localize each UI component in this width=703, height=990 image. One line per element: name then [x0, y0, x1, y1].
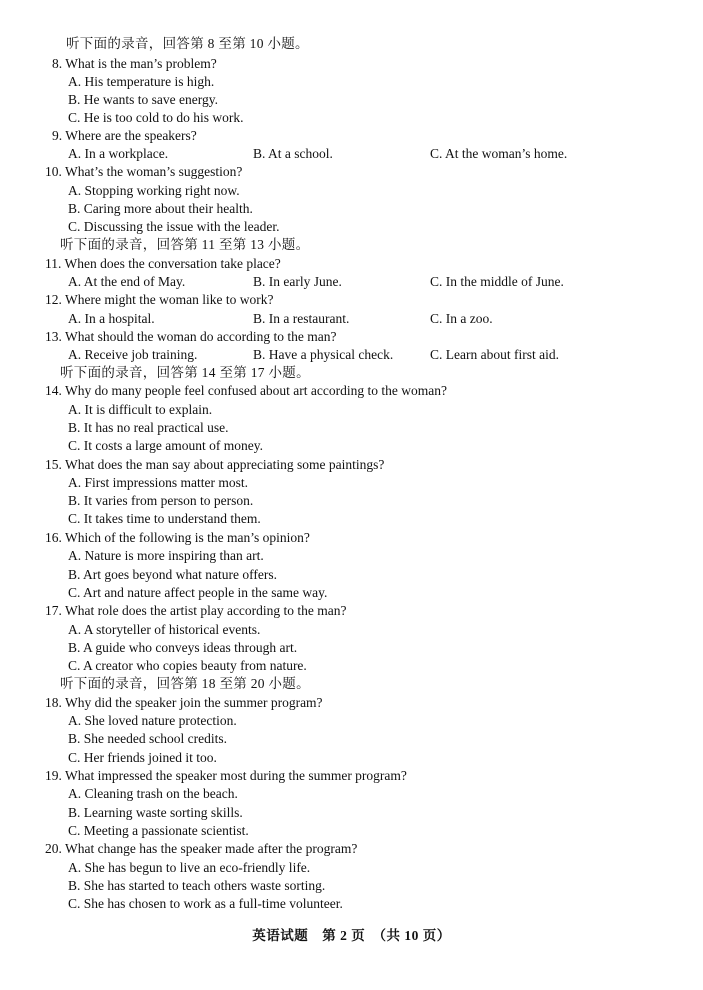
question-stem: 9. Where are the speakers? [52, 128, 197, 143]
option: C. It costs a large amount of money. [68, 438, 263, 453]
option: A. In a hospital. [68, 311, 155, 326]
option: B. It has no real practical use. [68, 420, 229, 435]
section-instruction: 听下面的录音，回答第 11 至第 13 小题。 [60, 237, 310, 252]
option: A. Receive job training. [68, 347, 198, 362]
option: A. It is difficult to explain. [68, 402, 213, 417]
option: C. A creator who copies beauty from nature. [68, 658, 307, 673]
option: B. Caring more about their health. [68, 201, 253, 216]
option: A. Nature is more inspiring than art. [68, 548, 264, 563]
option: A. Cleaning trash on the beach. [68, 786, 238, 801]
option: A. His temperature is high. [68, 74, 215, 89]
page-footer: 英语试题 第 2 页 （共 10 页） [252, 928, 451, 943]
option: B. Have a physical check. [253, 347, 394, 362]
question-stem: 19. What impressed the speaker most during the summer program? [45, 768, 407, 783]
option: A. A storyteller of historical events. [68, 622, 261, 637]
option: C. Art and nature affect people in the same way. [68, 585, 328, 600]
option: C. Her friends joined it too. [68, 750, 217, 765]
question-stem: 17. What role does the artist play according to the man? [45, 603, 347, 618]
option: C. In the middle of June. [430, 274, 564, 289]
option: B. He wants to save energy. [68, 92, 218, 107]
option: B. It varies from person to person. [68, 493, 254, 508]
option: C. Learn about first aid. [430, 347, 559, 362]
option: A. Stopping working right now. [68, 183, 240, 198]
option: C. Meeting a passionate scientist. [68, 823, 249, 838]
option: B. At a school. [253, 146, 333, 161]
question-stem: 15. What does the man say about appreciating some paintings? [45, 457, 385, 472]
question-stem: 8. What is the man’s problem? [52, 56, 217, 71]
option: A. At the end of May. [68, 274, 186, 289]
option: B. Art goes beyond what nature offers. [68, 567, 277, 582]
question-stem: 14. Why do many people feel confused about art according to the woman? [45, 383, 447, 398]
option: C. Discussing the issue with the leader. [68, 219, 280, 234]
option: B. A guide who conveys ideas through art. [68, 640, 298, 655]
question-stem: 18. Why did the speaker join the summer program? [45, 695, 323, 710]
question-stem: 12. Where might the woman like to work? [45, 292, 274, 307]
question-stem: 16. Which of the following is the man’s opinion? [45, 530, 310, 545]
section-instruction: 听下面的录音，回答第 8 至第 10 小题。 [66, 36, 309, 51]
option: C. It takes time to understand them. [68, 511, 261, 526]
question-stem: 13. What should the woman do according to the man? [45, 329, 337, 344]
question-stem: 20. What change has the speaker made after the program? [45, 841, 358, 856]
option: C. At the woman’s home. [430, 146, 568, 161]
option: A. First impressions matter most. [68, 475, 248, 490]
question-stem: 10. What’s the woman’s suggestion? [45, 164, 243, 179]
option: C. She has chosen to work as a full-time volunteer. [68, 896, 343, 911]
option: B. She needed school credits. [68, 731, 227, 746]
question-stem: 11. When does the conversation take place? [45, 256, 281, 271]
section-instruction: 听下面的录音，回答第 18 至第 20 小题。 [60, 676, 310, 691]
option: A. In a workplace. [68, 146, 169, 161]
option: B. In a restaurant. [253, 311, 350, 326]
option: B. She has started to teach others waste sorting. [68, 878, 326, 893]
option: C. He is too cold to do his work. [68, 110, 244, 125]
option: A. She has begun to live an eco-friendly life. [68, 860, 311, 875]
option: A. She loved nature protection. [68, 713, 237, 728]
option: C. In a zoo. [430, 311, 493, 326]
section-instruction: 听下面的录音，回答第 14 至第 17 小题。 [60, 365, 310, 380]
option: B. In early June. [253, 274, 342, 289]
option: B. Learning waste sorting skills. [68, 805, 243, 820]
